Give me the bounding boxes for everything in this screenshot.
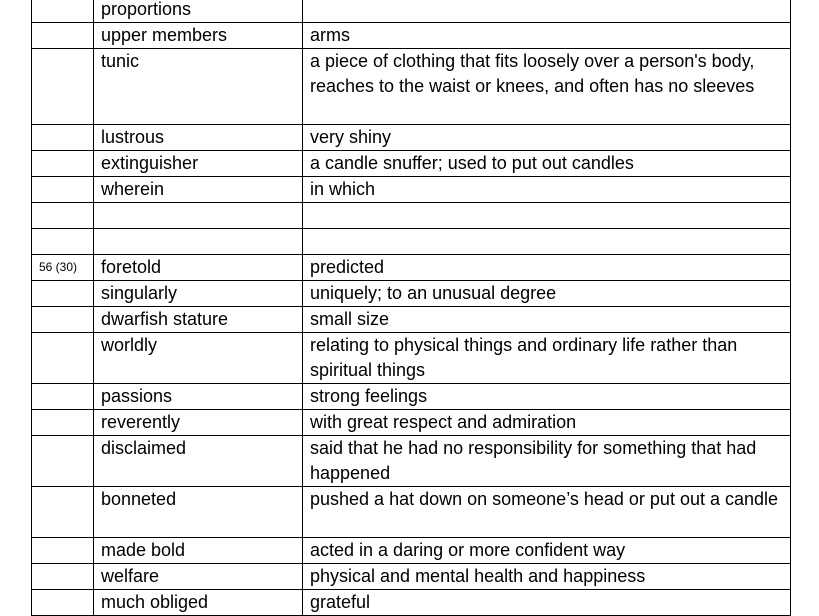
table-row xyxy=(32,590,791,616)
word-cell: wherein xyxy=(94,177,303,203)
definition-cell: physical and mental health and happiness xyxy=(303,564,791,590)
definition-cell: small size xyxy=(303,307,791,333)
table-row xyxy=(32,0,791,23)
definition-cell: said that he had no responsibility for something that had happened xyxy=(303,436,791,487)
ref-cell xyxy=(32,307,94,333)
word-cell: disclaimed xyxy=(94,436,303,487)
vocabulary-table-body xyxy=(32,0,791,616)
ref-cell xyxy=(32,151,94,177)
ref-cell xyxy=(32,49,94,125)
definition-cell: pushed a hat down on someone’s head or put out a candle xyxy=(303,487,791,538)
definition-cell: very shiny xyxy=(303,125,791,151)
ref-cell xyxy=(32,590,94,616)
table-row xyxy=(32,564,791,590)
table-row xyxy=(32,49,791,125)
definition-cell: relating to physical things and ordinary life rather than spiritual things xyxy=(303,333,791,384)
definition-cell xyxy=(303,0,791,23)
ref-cell xyxy=(32,203,94,229)
definition-cell: grateful xyxy=(303,590,791,616)
word-cell: lustrous xyxy=(94,125,303,151)
word-cell: welfare xyxy=(94,564,303,590)
table-row xyxy=(32,151,791,177)
definition-cell xyxy=(303,229,791,255)
ref-cell xyxy=(32,384,94,410)
table-row xyxy=(32,23,791,49)
table-row xyxy=(32,307,791,333)
definition-cell: in which xyxy=(303,177,791,203)
table-row xyxy=(32,177,791,203)
definition-cell: arms xyxy=(303,23,791,49)
table-row xyxy=(32,436,791,487)
word-cell: passions xyxy=(94,384,303,410)
word-cell xyxy=(94,203,303,229)
vocabulary-page xyxy=(31,0,790,616)
definition-cell: strong feelings xyxy=(303,384,791,410)
definition-cell: acted in a daring or more confident way xyxy=(303,538,791,564)
word-cell: singularly xyxy=(94,281,303,307)
table-row xyxy=(32,125,791,151)
ref-cell xyxy=(32,487,94,538)
table-row xyxy=(32,410,791,436)
ref-cell xyxy=(32,125,94,151)
table-row xyxy=(32,281,791,307)
word-cell: worldly xyxy=(94,333,303,384)
definition-cell: predicted xyxy=(303,255,791,281)
vocabulary-table xyxy=(31,0,791,616)
ref-cell xyxy=(32,23,94,49)
word-cell: made bold xyxy=(94,538,303,564)
table-row xyxy=(32,384,791,410)
word-cell xyxy=(94,229,303,255)
definition-cell: uniquely; to an unusual degree xyxy=(303,281,791,307)
definition-cell xyxy=(303,203,791,229)
definition-cell: with great respect and admiration xyxy=(303,410,791,436)
ref-cell xyxy=(32,538,94,564)
word-cell: reverently xyxy=(94,410,303,436)
word-cell: proportions xyxy=(94,0,303,23)
word-cell: foretold xyxy=(94,255,303,281)
table-row xyxy=(32,203,791,229)
ref-cell xyxy=(32,229,94,255)
definition-cell: a candle snuffer; used to put out candles xyxy=(303,151,791,177)
word-cell: dwarfish stature xyxy=(94,307,303,333)
table-row xyxy=(32,538,791,564)
ref-cell xyxy=(32,333,94,384)
definition-cell: a piece of clothing that fits loosely over a person's body, reaches to the waist or knees, and often has no sleeves xyxy=(303,49,791,125)
table-row xyxy=(32,333,791,384)
ref-cell xyxy=(32,177,94,203)
table-row xyxy=(32,487,791,538)
ref-cell xyxy=(32,410,94,436)
ref-cell xyxy=(32,0,94,23)
table-row xyxy=(32,255,791,281)
word-cell: much obliged xyxy=(94,590,303,616)
table-row xyxy=(32,229,791,255)
word-cell: upper members xyxy=(94,23,303,49)
word-cell: bonneted xyxy=(94,487,303,538)
ref-cell xyxy=(32,281,94,307)
word-cell: tunic xyxy=(94,49,303,125)
word-cell: extinguisher xyxy=(94,151,303,177)
ref-cell xyxy=(32,564,94,590)
ref-cell: 56 (30) xyxy=(32,255,94,281)
ref-cell xyxy=(32,436,94,487)
